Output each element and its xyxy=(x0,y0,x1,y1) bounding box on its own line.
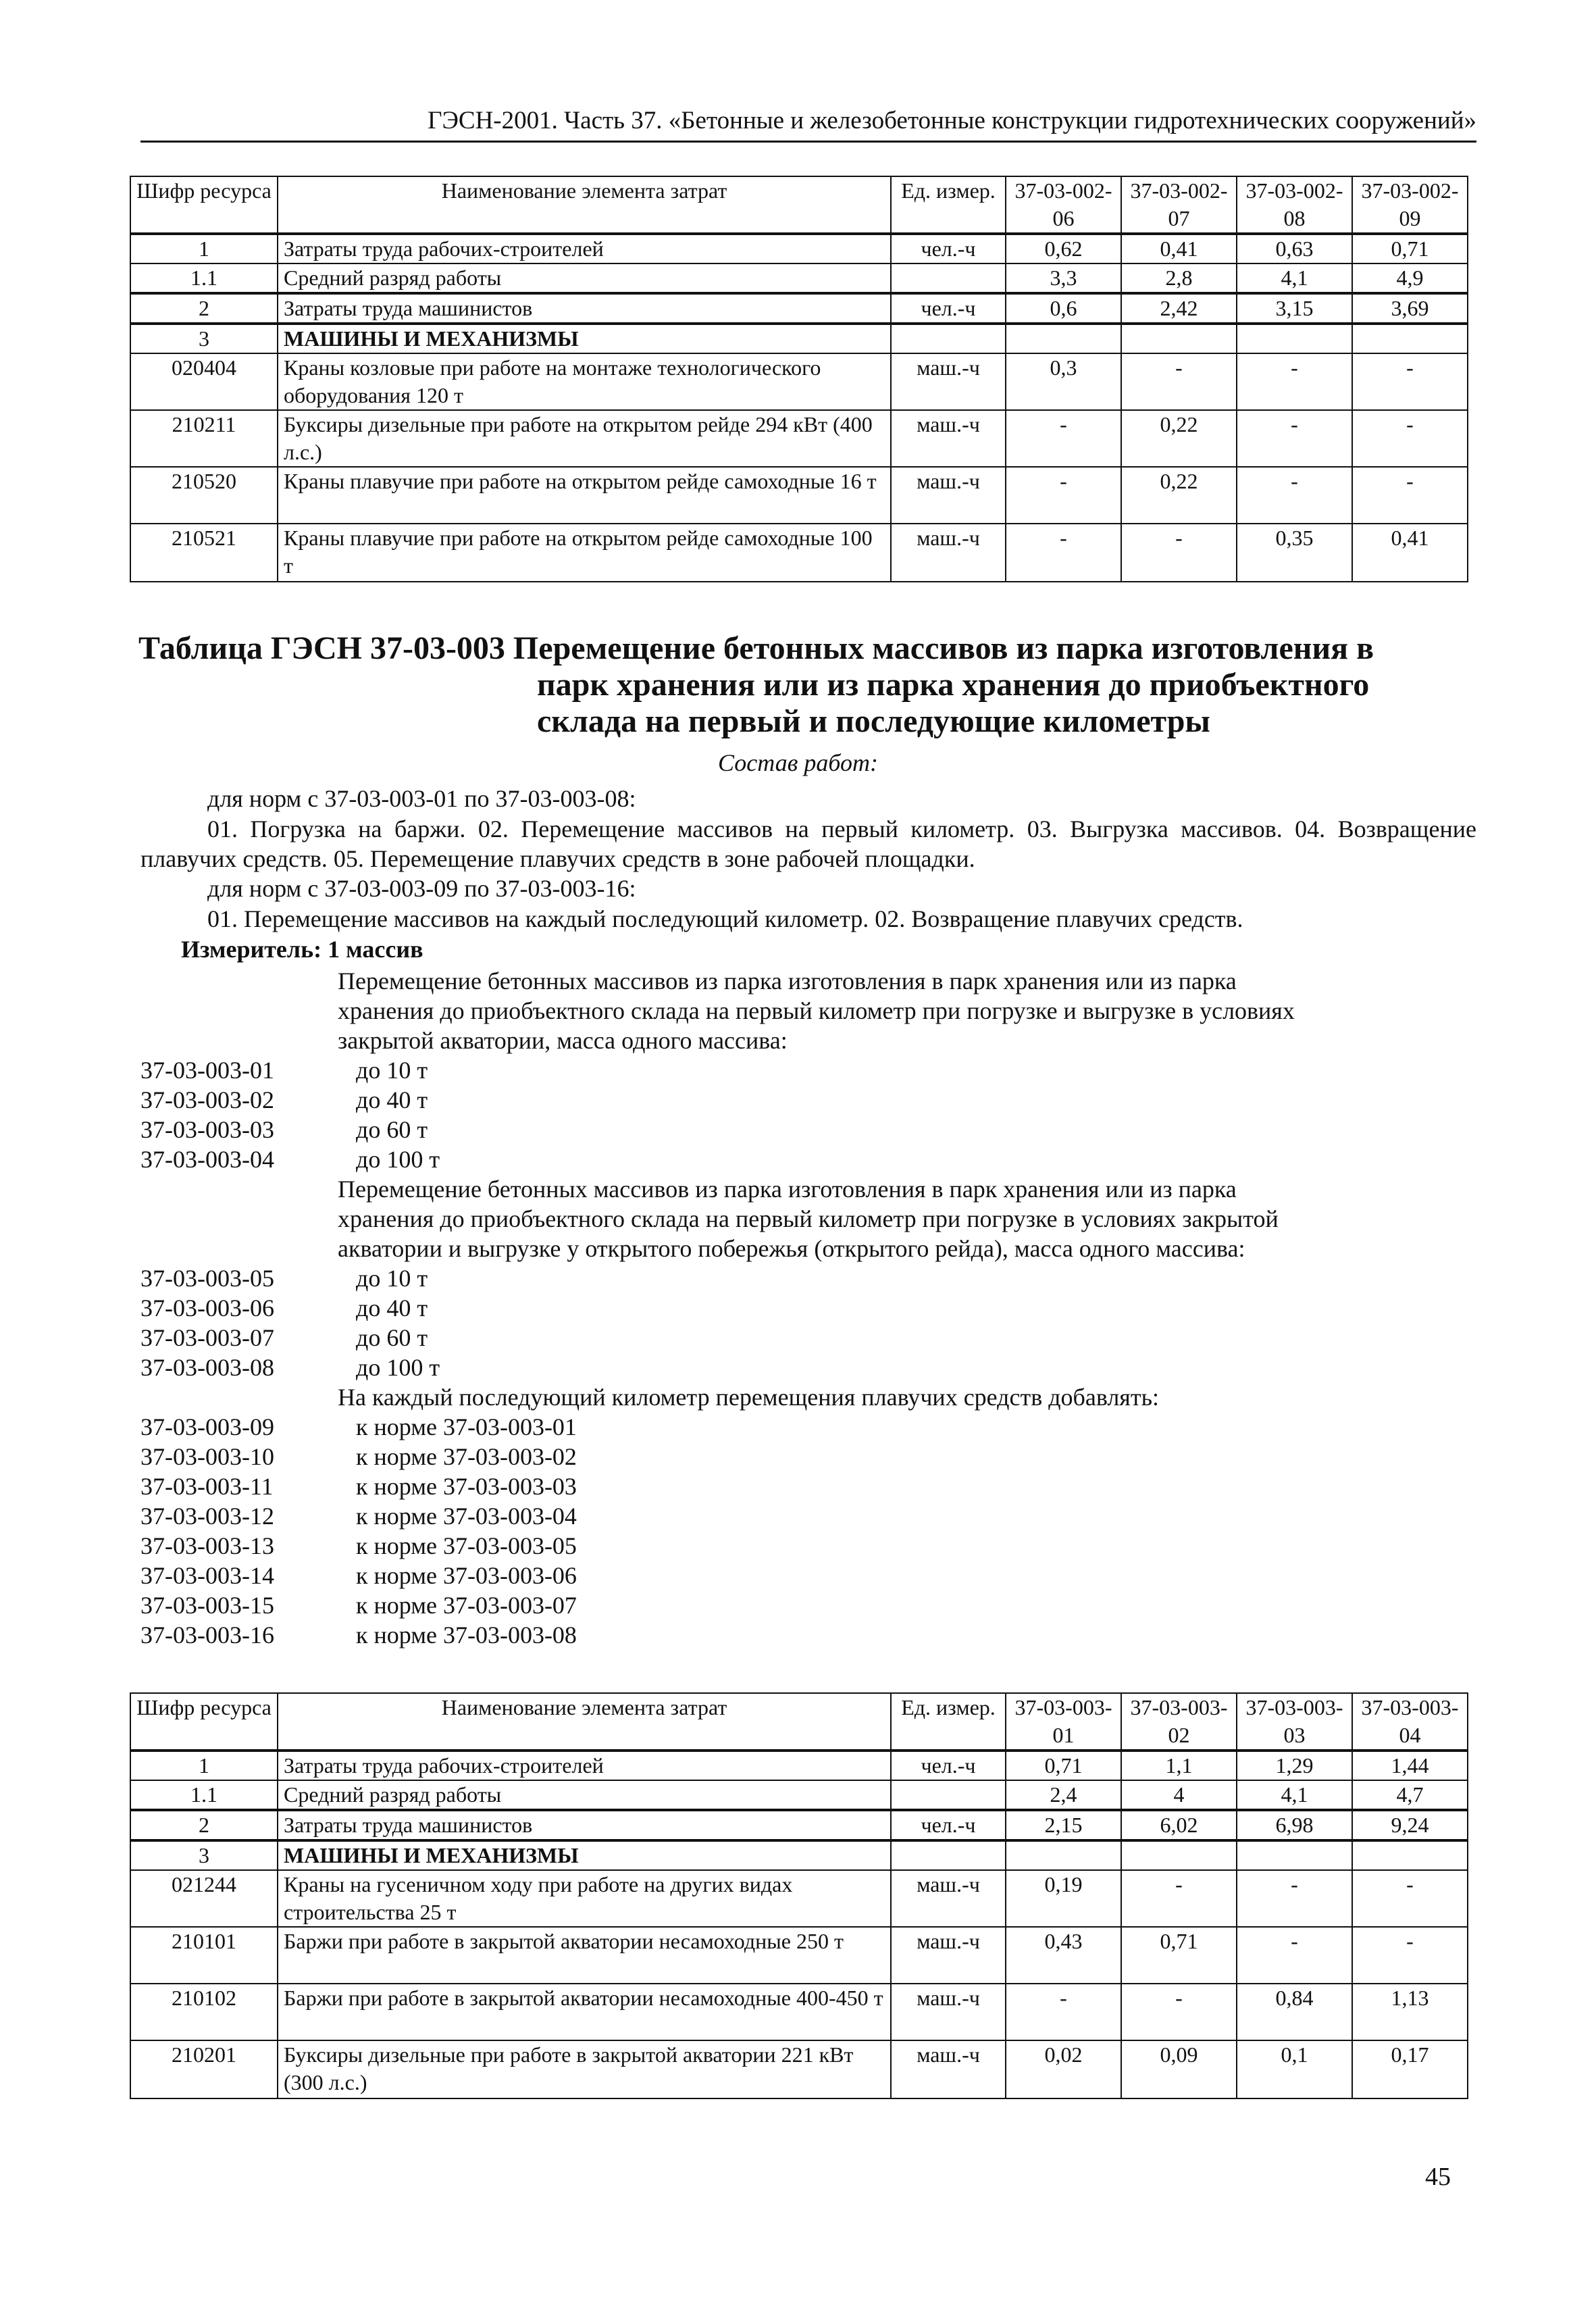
cost-element-name: Затраты труда машинистов xyxy=(278,1810,891,1840)
norm-value: - xyxy=(1237,1870,1352,1927)
norm-value: 2,15 xyxy=(1006,1810,1121,1840)
unit: чел.-ч xyxy=(891,1751,1006,1780)
norm-value xyxy=(1352,324,1468,353)
header-unit: Ед. измер. xyxy=(891,176,1006,234)
norm-item-text: к норме 37-03-003-04 xyxy=(356,1503,577,1530)
norm-value: 0,41 xyxy=(1352,524,1468,582)
header-norm-code: 37-03-002-09 xyxy=(1352,176,1468,234)
composition-heading: Состав работ: xyxy=(718,749,878,776)
norm-value: 0,09 xyxy=(1121,2040,1237,2098)
resource-code: 1 xyxy=(130,1751,278,1780)
norm-code: 37-03-003-04 xyxy=(140,1146,274,1173)
table-title-line-2: парк хранения или из парка хранения до приобъектного xyxy=(537,667,1370,703)
norm-value: 4 xyxy=(1121,1780,1237,1810)
norm-group-description: акватории и выгрузке у открытого побережья (открытого рейда), масса одного массива: xyxy=(338,1235,1245,1262)
norm-value: - xyxy=(1121,353,1237,410)
norm-item-text: к норме 37-03-003-07 xyxy=(356,1592,577,1619)
resource-code: 020404 xyxy=(130,353,278,410)
cost-element-name: Буксиры дизельные при работе в закрытой акватории 221 кВт (300 л.с.) xyxy=(278,2040,891,2098)
resource-code: 1.1 xyxy=(130,263,278,293)
header-code: Шифр ресурса xyxy=(130,176,278,234)
header-norm-code: 37-03-002-06 xyxy=(1006,176,1121,234)
table-row xyxy=(130,2040,1468,2098)
table-title xyxy=(138,630,1483,740)
cost-element-name: Краны плавучие при работе на открытом рейде самоходные 16 т xyxy=(278,467,891,524)
cost-element-name: Буксиры дизельные при работе на открытом рейде 294 кВт (400 л.с.) xyxy=(278,410,891,467)
norm-value: 9,24 xyxy=(1352,1810,1468,1840)
unit: маш.-ч xyxy=(891,524,1006,582)
resource-code: 210521 xyxy=(130,524,278,582)
unit xyxy=(891,263,1006,293)
unit: маш.-ч xyxy=(891,2040,1006,2098)
norm-value xyxy=(1121,324,1237,353)
norm-code: 37-03-003-13 xyxy=(140,1532,274,1559)
resource-code: 3 xyxy=(130,324,278,353)
norm-value: 4,9 xyxy=(1352,263,1468,293)
norm-value xyxy=(1237,324,1352,353)
unit: маш.-ч xyxy=(891,353,1006,410)
norm-code: 37-03-003-16 xyxy=(140,1621,274,1649)
header-norm-code: 37-03-003-01 xyxy=(1006,1693,1121,1751)
norm-value: 1,1 xyxy=(1121,1751,1237,1780)
norm-item-text: к норме 37-03-003-03 xyxy=(356,1473,577,1500)
unit xyxy=(891,1840,1006,1870)
unit: маш.-ч xyxy=(891,1870,1006,1927)
cost-element-name: Затраты труда рабочих-строителей xyxy=(278,234,891,263)
unit xyxy=(891,1780,1006,1810)
table-row xyxy=(130,234,1468,263)
norm-value: - xyxy=(1121,524,1237,582)
norm-item-text: к норме 37-03-003-08 xyxy=(356,1621,577,1649)
norm-value: 1,13 xyxy=(1352,1984,1468,2040)
table-row xyxy=(130,1927,1468,1984)
header-name: Наименование элемента затрат xyxy=(278,1693,891,1751)
norm-item-text: к норме 37-03-003-06 xyxy=(356,1562,577,1589)
unit: маш.-ч xyxy=(891,1927,1006,1984)
cost-element-name: Баржи при работе в закрытой акватории несамоходные 250 т xyxy=(278,1927,891,1984)
norm-value: 0,19 xyxy=(1006,1870,1121,1927)
unit: маш.-ч xyxy=(891,467,1006,524)
norm-code: 37-03-003-15 xyxy=(140,1592,274,1619)
table-row xyxy=(130,410,1468,467)
norm-value: 6,98 xyxy=(1237,1810,1352,1840)
resource-code: 021244 xyxy=(130,1870,278,1927)
norm-value: 0,02 xyxy=(1006,2040,1121,2098)
norm-value xyxy=(1006,1840,1121,1870)
unit xyxy=(891,324,1006,353)
norm-value: - xyxy=(1352,1870,1468,1927)
table-row xyxy=(130,1810,1468,1840)
resource-code: 1 xyxy=(130,234,278,263)
norm-value: 0,62 xyxy=(1006,234,1121,263)
resource-code: 210101 xyxy=(130,1927,278,1984)
table-row xyxy=(130,1840,1468,1870)
norm-code: 37-03-003-02 xyxy=(140,1086,274,1113)
resource-code: 210102 xyxy=(130,1984,278,2040)
norm-code: 37-03-003-10 xyxy=(140,1443,274,1470)
norm-value xyxy=(1121,1840,1237,1870)
norm-item-text: до 10 т xyxy=(356,1265,428,1292)
norm-value: - xyxy=(1006,410,1121,467)
composition-intro-2: для норм с 37-03-003-09 по 37-03-003-16: xyxy=(207,875,636,902)
resource-code: 210211 xyxy=(130,410,278,467)
unit: чел.-ч xyxy=(891,293,1006,324)
norm-item-text: до 40 т xyxy=(356,1294,428,1322)
table-header-row xyxy=(130,1693,1468,1751)
header-norm-code: 37-03-002-07 xyxy=(1121,176,1237,234)
composition-text-1: 01. Погрузка на баржи. 02. Перемещение массивов на первый километр. 03. Выгрузка массивов. 04. Возвращение плавучих средств. 05. Перемещение плавучих средств в зоне рабочей площадки. xyxy=(140,815,1476,872)
norm-value: 1,44 xyxy=(1352,1751,1468,1780)
norm-code: 37-03-003-05 xyxy=(140,1265,274,1292)
resource-table-002 xyxy=(130,176,1468,582)
header-norm-code: 37-03-003-03 xyxy=(1237,1693,1352,1751)
norm-value: 0,84 xyxy=(1237,1984,1352,2040)
unit: маш.-ч xyxy=(891,410,1006,467)
table-row xyxy=(130,524,1468,582)
norm-value: - xyxy=(1121,1984,1237,2040)
norm-group-description: Перемещение бетонных массивов из парка изготовления в парк хранения или из парка xyxy=(338,1176,1237,1203)
measure-unit: Измеритель: 1 массив xyxy=(181,936,423,963)
norm-value: 0,63 xyxy=(1237,234,1352,263)
norm-value: 0,22 xyxy=(1121,410,1237,467)
resource-code: 210520 xyxy=(130,467,278,524)
composition-intro-1: для норм с 37-03-003-01 по 37-03-003-08: xyxy=(207,785,636,812)
norm-item-text: до 100 т xyxy=(356,1146,440,1173)
norm-value xyxy=(1006,324,1121,353)
norm-value: 0,71 xyxy=(1006,1751,1121,1780)
table-row xyxy=(130,324,1468,353)
norm-value: 4,1 xyxy=(1237,263,1352,293)
header-name: Наименование элемента затрат xyxy=(278,176,891,234)
cost-element-name: МАШИНЫ И МЕХАНИЗМЫ xyxy=(278,324,891,353)
norm-value: 1,29 xyxy=(1237,1751,1352,1780)
norm-value xyxy=(1237,1840,1352,1870)
table-row xyxy=(130,1984,1468,2040)
norm-code: 37-03-003-11 xyxy=(140,1473,274,1500)
resource-code: 1.1 xyxy=(130,1780,278,1810)
norm-code: 37-03-003-14 xyxy=(140,1562,274,1589)
norm-code: 37-03-003-09 xyxy=(140,1413,274,1440)
table-row xyxy=(130,467,1468,524)
table-row xyxy=(130,293,1468,324)
norm-value: 0,41 xyxy=(1121,234,1237,263)
norm-item-text: к норме 37-03-003-01 xyxy=(356,1413,577,1440)
norm-value: 0,6 xyxy=(1006,293,1121,324)
norm-value: 3,15 xyxy=(1237,293,1352,324)
cost-element-name: Средний разряд работы xyxy=(278,263,891,293)
norm-item-text: к норме 37-03-003-02 xyxy=(356,1443,577,1470)
norm-item-text: до 10 т xyxy=(356,1057,428,1084)
norm-group-description: хранения до приобъектного склада на первый километр при погрузке в условиях закрытой xyxy=(338,1205,1279,1232)
header-unit: Ед. измер. xyxy=(891,1693,1006,1751)
table-row xyxy=(130,353,1468,410)
norm-value: - xyxy=(1237,1927,1352,1984)
norm-item-text: до 40 т xyxy=(356,1086,428,1113)
norm-value: - xyxy=(1352,353,1468,410)
cost-element-name: Краны козловые при работе на монтаже технологического оборудования 120 т xyxy=(278,353,891,410)
norm-value: 0,22 xyxy=(1121,467,1237,524)
table-row xyxy=(130,1870,1468,1927)
norm-value: 3,3 xyxy=(1006,263,1121,293)
norm-value: - xyxy=(1006,524,1121,582)
resource-code: 210201 xyxy=(130,2040,278,2098)
norm-value: 3,69 xyxy=(1352,293,1468,324)
norm-group-description: хранения до приобъектного склада на первый километр при погрузке и выгрузке в условиях xyxy=(338,997,1295,1024)
norm-code: 37-03-003-07 xyxy=(140,1324,274,1351)
norm-value: 2,8 xyxy=(1121,263,1237,293)
norm-value: - xyxy=(1006,1984,1121,2040)
norm-value: 0,1 xyxy=(1237,2040,1352,2098)
norm-code: 37-03-003-12 xyxy=(140,1503,274,1530)
cost-element-name: Средний разряд работы xyxy=(278,1780,891,1810)
resource-code: 2 xyxy=(130,1810,278,1840)
unit: чел.-ч xyxy=(891,1810,1006,1840)
table-row xyxy=(130,1780,1468,1810)
norm-value: - xyxy=(1352,410,1468,467)
norm-value: 6,02 xyxy=(1121,1810,1237,1840)
table-title-line-3: склада на первый и последующие километры xyxy=(537,703,1210,739)
resource-code: 2 xyxy=(130,293,278,324)
norm-value: 2,4 xyxy=(1006,1780,1121,1810)
norm-value: 0,71 xyxy=(1121,1927,1237,1984)
cost-element-name: Краны на гусеничном ходу при работе на других видах строительства 25 т xyxy=(278,1870,891,1927)
norm-value: 0,17 xyxy=(1352,2040,1468,2098)
unit: маш.-ч xyxy=(891,1984,1006,2040)
running-header: ГЭСН-2001. Часть 37. «Бетонные и железобетонные конструкции гидротехнических сооружений» xyxy=(140,101,1476,143)
norm-item-text: до 60 т xyxy=(356,1324,428,1351)
norm-code: 37-03-003-01 xyxy=(140,1057,274,1084)
resource-code: 3 xyxy=(130,1840,278,1870)
norm-code: 37-03-003-06 xyxy=(140,1294,274,1322)
norm-value: 0,43 xyxy=(1006,1927,1121,1984)
norm-group-description: На каждый последующий километр перемещения плавучих средств добавлять: xyxy=(338,1384,1160,1411)
norm-item-text: до 100 т xyxy=(356,1354,440,1381)
unit: чел.-ч xyxy=(891,234,1006,263)
header-norm-code: 37-03-002-08 xyxy=(1237,176,1352,234)
norm-group-description: закрытой акватории, масса одного массива: xyxy=(338,1027,788,1054)
norm-value: 2,42 xyxy=(1121,293,1237,324)
table-row xyxy=(130,263,1468,293)
header-norm-code: 37-03-003-04 xyxy=(1352,1693,1468,1751)
cost-element-name: Затраты труда рабочих-строителей xyxy=(278,1751,891,1780)
header-norm-code: 37-03-003-02 xyxy=(1121,1693,1237,1751)
page-number: 45 xyxy=(1425,2163,1451,2191)
norm-value: 4,7 xyxy=(1352,1780,1468,1810)
norm-code: 37-03-003-03 xyxy=(140,1116,274,1143)
norm-value: - xyxy=(1121,1870,1237,1927)
cost-element-name: МАШИНЫ И МЕХАНИЗМЫ xyxy=(278,1840,891,1870)
composition-text-2: 01. Перемещение массивов на каждый последующий километр. 02. Возвращение плавучих средств. xyxy=(207,905,1243,932)
cost-element-name: Затраты труда машинистов xyxy=(278,293,891,324)
norm-value: - xyxy=(1237,353,1352,410)
resource-table-003 xyxy=(130,1692,1468,2099)
norm-value: - xyxy=(1006,467,1121,524)
header-code: Шифр ресурса xyxy=(130,1693,278,1751)
norm-value xyxy=(1352,1840,1468,1870)
cost-element-name: Краны плавучие при работе на открытом рейде самоходные 100 т xyxy=(278,524,891,582)
cost-element-name: Баржи при работе в закрытой акватории несамоходные 400-450 т xyxy=(278,1984,891,2040)
norm-item-text: до 60 т xyxy=(356,1116,428,1143)
norm-item-text: к норме 37-03-003-05 xyxy=(356,1532,577,1559)
table-header-row xyxy=(130,176,1468,234)
table-title-line-1: Таблица ГЭСН 37-03-003 Перемещение бетонных массивов из парка изготовления в xyxy=(138,630,1374,666)
norm-group-description: Перемещение бетонных массивов из парка изготовления в парк хранения или из парка xyxy=(338,967,1237,995)
norm-value: 0,3 xyxy=(1006,353,1121,410)
norm-value: - xyxy=(1352,467,1468,524)
norm-value: - xyxy=(1237,410,1352,467)
norm-value: - xyxy=(1237,467,1352,524)
norm-value: 4,1 xyxy=(1237,1780,1352,1810)
norm-value: 0,35 xyxy=(1237,524,1352,582)
norm-code: 37-03-003-08 xyxy=(140,1354,274,1381)
table-row xyxy=(130,1751,1468,1780)
norm-value: 0,71 xyxy=(1352,234,1468,263)
norm-value: - xyxy=(1352,1927,1468,1984)
